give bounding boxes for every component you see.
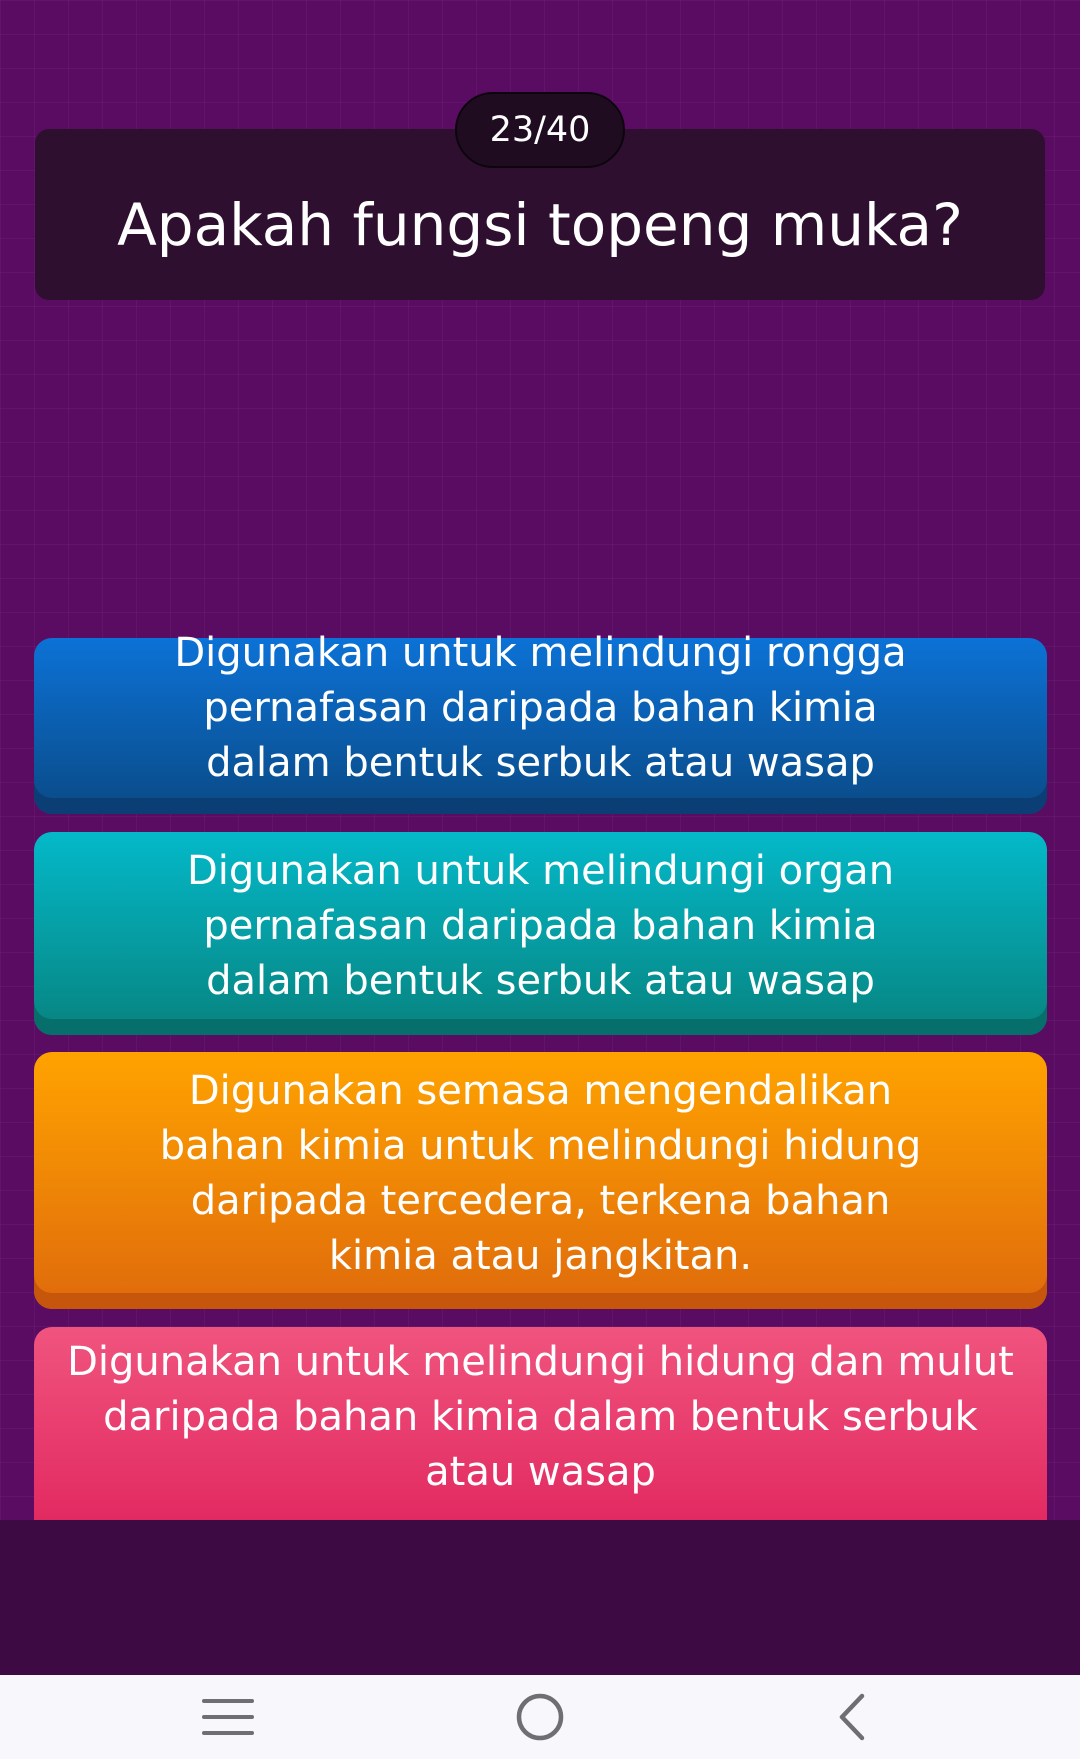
home-icon <box>514 1691 566 1743</box>
answer-option-2[interactable] <box>34 832 1047 1035</box>
answer-option-3[interactable] <box>34 1052 1047 1309</box>
back-button[interactable] <box>792 1675 912 1759</box>
question-text: Apakah fungsi topeng muka? <box>117 191 963 260</box>
recent-apps-button[interactable] <box>168 1675 288 1759</box>
answer-option-1[interactable] <box>34 630 1047 814</box>
question-counter-text: 23/40 <box>489 110 591 150</box>
system-navigation-bar <box>0 1675 1080 1759</box>
answer-option-4-text: Digunakan untuk melindungi hidung dan mulut daripada bahan kimia dalam bentuk serbuk atau wasap <box>67 1339 1014 1495</box>
question-counter <box>455 92 625 168</box>
answer-option-3-text: Digunakan semasa mengendalikan bahan kimia untuk melindungi hidung daripada tercedera, terkena bahan kimia atau jangkitan. <box>159 1067 922 1279</box>
answer-option-4[interactable] <box>34 1327 1047 1547</box>
bottom-panel <box>0 1520 1080 1675</box>
answer-option-1-text: Digunakan untuk melindungi rongga pernafasan daripada bahan kimia dalam bentuk serbuk atau wasap <box>174 630 907 786</box>
answer-list <box>0 620 1080 1495</box>
answer-option-2-text: Digunakan untuk melindungi organ pernafasan daripada bahan kimia dalam bentuk serbuk atau wasap <box>186 848 895 1004</box>
home-button[interactable] <box>480 1675 600 1759</box>
back-icon <box>832 1691 872 1743</box>
recent-apps-icon <box>201 1694 255 1740</box>
